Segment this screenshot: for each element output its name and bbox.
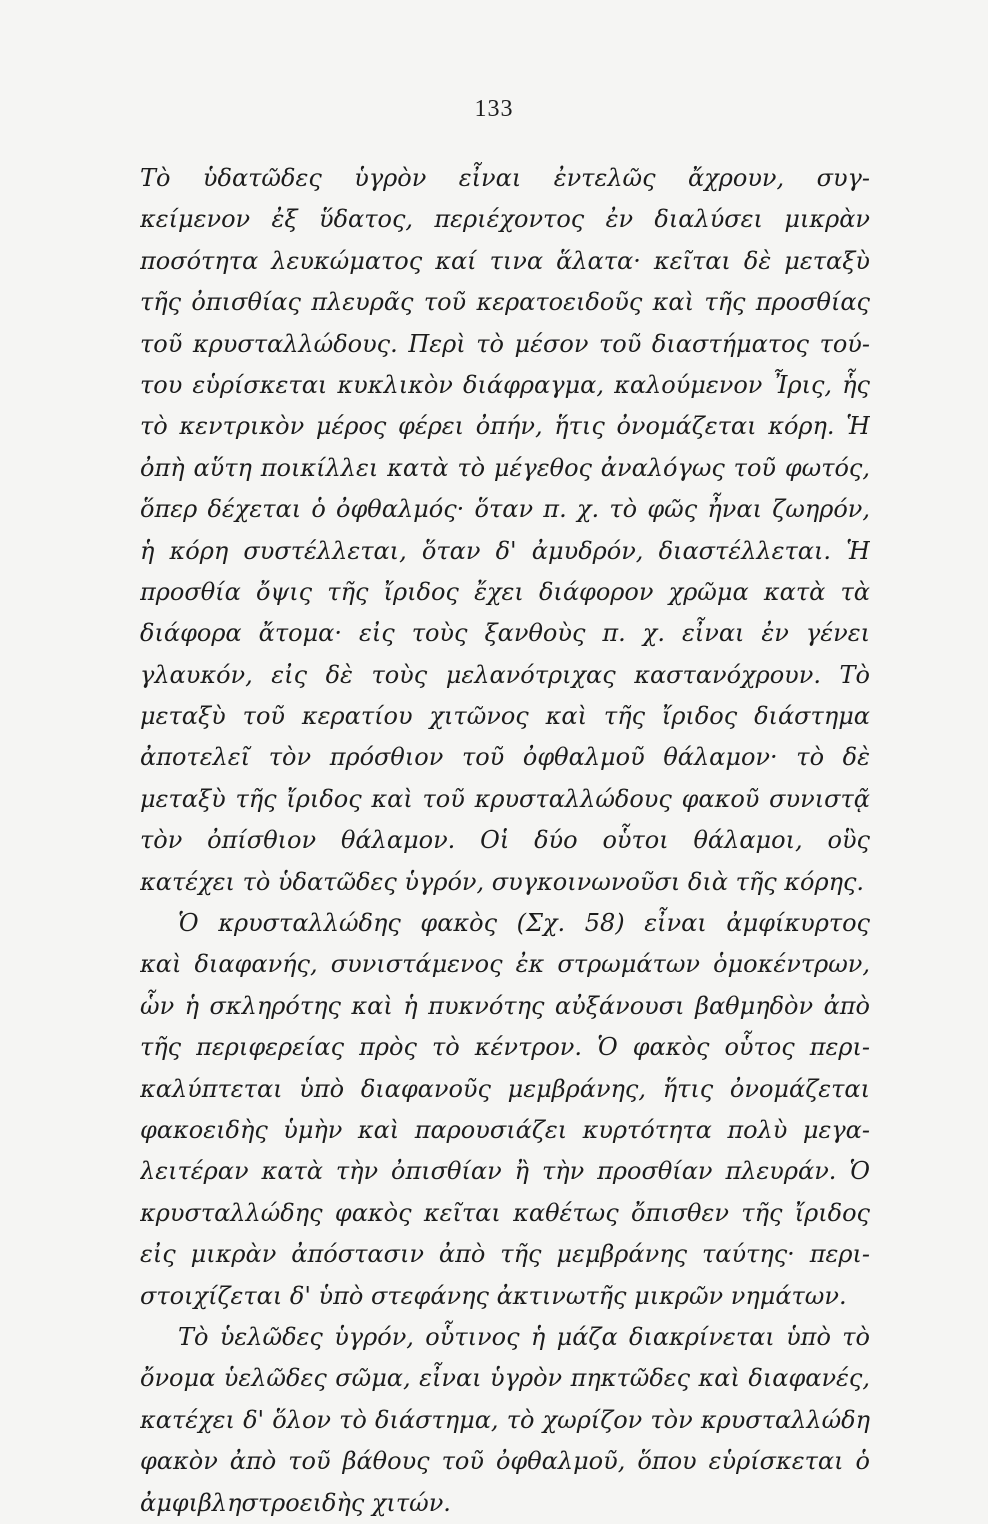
text-line: ὀπὴ αὕτη ποικίλλει κατὰ τὸ μέγεθος ἀναλόγως τοῦ φωτός,: [140, 453, 870, 482]
text-line: ὅπερ δέχεται ὁ ὀφθαλμός· ὅταν π. χ. τὸ φῶς ἦναι ζωηρόν,: [140, 495, 870, 524]
text-line: ὄνομα ὑελῶδες σῶμα, εἶναι ὑγρὸν πηκτῶδες καὶ διαφανές,: [140, 1364, 870, 1393]
text-line: κατέχει τὸ ὑδατῶδες ὑγρόν, συγκοινωνοῦσι διὰ τῆς κόρης.: [140, 867, 865, 896]
text-line: ἡ κόρη συστέλλεται, ὅταν δ' ἀμυδρόν, διαστέλλεται. Ἡ: [140, 536, 870, 565]
text-line: φακοειδὴς ὑμὴν καὶ παρουσιάζει κυρτότητα πολὺ μεγα-: [140, 1115, 870, 1144]
text-line: κείμενον ἐξ ὕδατος, περιέχοντος ἐν διαλύσει μικρὰν: [140, 205, 870, 234]
text-line: τῆς περιφερείας πρὸς τὸ κέντρον. Ὁ φακὸς οὗτος περι-: [140, 1033, 870, 1062]
text-line: μεταξὺ τῆς ἴριδος καὶ τοῦ κρυσταλλώδους φακοῦ συνιστᾷ: [140, 784, 870, 813]
text-line: Τὸ ὑδατῶδες ὑγρὸν εἶναι ἐντελῶς ἄχρουν, συγ-: [140, 164, 870, 192]
text-line: καὶ διαφανής, συνιστάμενος ἐκ στρωμάτων ὁμοκέντρων,: [140, 950, 870, 979]
text-line: κρυσταλλώδης φακὸς κεῖται καθέτως ὄπισθεν τῆς ἴριδος: [140, 1198, 870, 1227]
text-line: Τὸ ὑελῶδες ὑγρόν, οὗτινος ἡ μάζα διακρίνεται ὑπὸ τὸ: [178, 1322, 870, 1351]
text-line: τῆς ὀπισθίας πλευρᾶς τοῦ κερατοειδοῦς καὶ τῆς προσθίας: [140, 288, 870, 317]
paragraph-aqueous-humor: [140, 158, 870, 903]
text-line: μεταξὺ τοῦ κερατίου χιτῶνος καὶ τῆς ἴριδος διάστημα: [140, 702, 870, 731]
text-line: στοιχίζεται δ' ὑπὸ στεφάνης ἀκτινωτῆς μικρῶν νημάτων.: [140, 1281, 847, 1310]
text-line: Ὁ κρυσταλλώδης φακὸς (Σχ. 58) εἶναι ἀμφίκυρτος: [178, 909, 870, 938]
text-line: διάφορα ἄτομα· εἰς τοὺς ξανθοὺς π. χ. εἶναι ἐν γένει: [140, 619, 870, 648]
text-line: ποσότητα λευκώματος καί τινα ἅλατα· κεῖται δὲ μεταξὺ: [140, 246, 870, 275]
text-line: κατέχει δ' ὅλον τὸ διάστημα, τὸ χωρίζον τὸν κρυσταλλώδη: [140, 1405, 870, 1434]
text-line: φακὸν ἀπὸ τοῦ βάθους τοῦ ὀφθαλμοῦ, ὅπου εὑρίσκεται ὁ: [140, 1447, 870, 1476]
text-line: ἀποτελεῖ τὸν πρόσθιον τοῦ ὀφθαλμοῦ θάλαμον· τὸ δὲ: [140, 743, 870, 772]
text-line: τὸν ὀπίσθιον θάλαμον. Οἱ δύο οὗτοι θάλαμοι, οὓς: [140, 826, 870, 855]
paragraph-vitreous-humor: [140, 1317, 870, 1524]
paragraph-crystalline-lens: [140, 903, 870, 1317]
text-line: καλύπτεται ὑπὸ διαφανοῦς μεμβράνης, ἥτις ὀνομάζεται: [140, 1074, 870, 1103]
text-line: γλαυκόν, εἰς δὲ τοὺς μελανότριχας καστανόχρουν. Τὸ: [140, 660, 870, 689]
text-line: τὸ κεντρικὸν μέρος φέρει ὀπήν, ἥτις ὀνομάζεται κόρη. Ἡ: [140, 412, 870, 441]
text-line: ὧν ἡ σκληρότης καὶ ἡ πυκνότης αὐξάνουσι βαθμηδὸν ἀπὸ: [140, 991, 870, 1020]
text-line: τοῦ κρυσταλλώδους. Περὶ τὸ μέσον τοῦ διαστήματος τού-: [140, 329, 870, 358]
page-number: 133: [474, 96, 514, 122]
body-text: [140, 158, 870, 1524]
text-line: του εὑρίσκεται κυκλικὸν διάφραγμα, καλούμενον Ἶρις, ἧς: [140, 370, 870, 399]
text-line: λειτέραν κατὰ τὴν ὀπισθίαν ἢ τὴν προσθίαν πλευράν. Ὁ: [140, 1157, 870, 1186]
text-line: ἀμφιβληστροειδὴς χιτών.: [140, 1488, 451, 1517]
text-line: εἰς μικρὰν ἀπόστασιν ἀπὸ τῆς μεμβράνης ταύτης· περι-: [140, 1240, 870, 1269]
text-line: προσθία ὄψις τῆς ἴριδος ἔχει διάφορον χρῶμα κατὰ τὰ: [140, 577, 870, 606]
